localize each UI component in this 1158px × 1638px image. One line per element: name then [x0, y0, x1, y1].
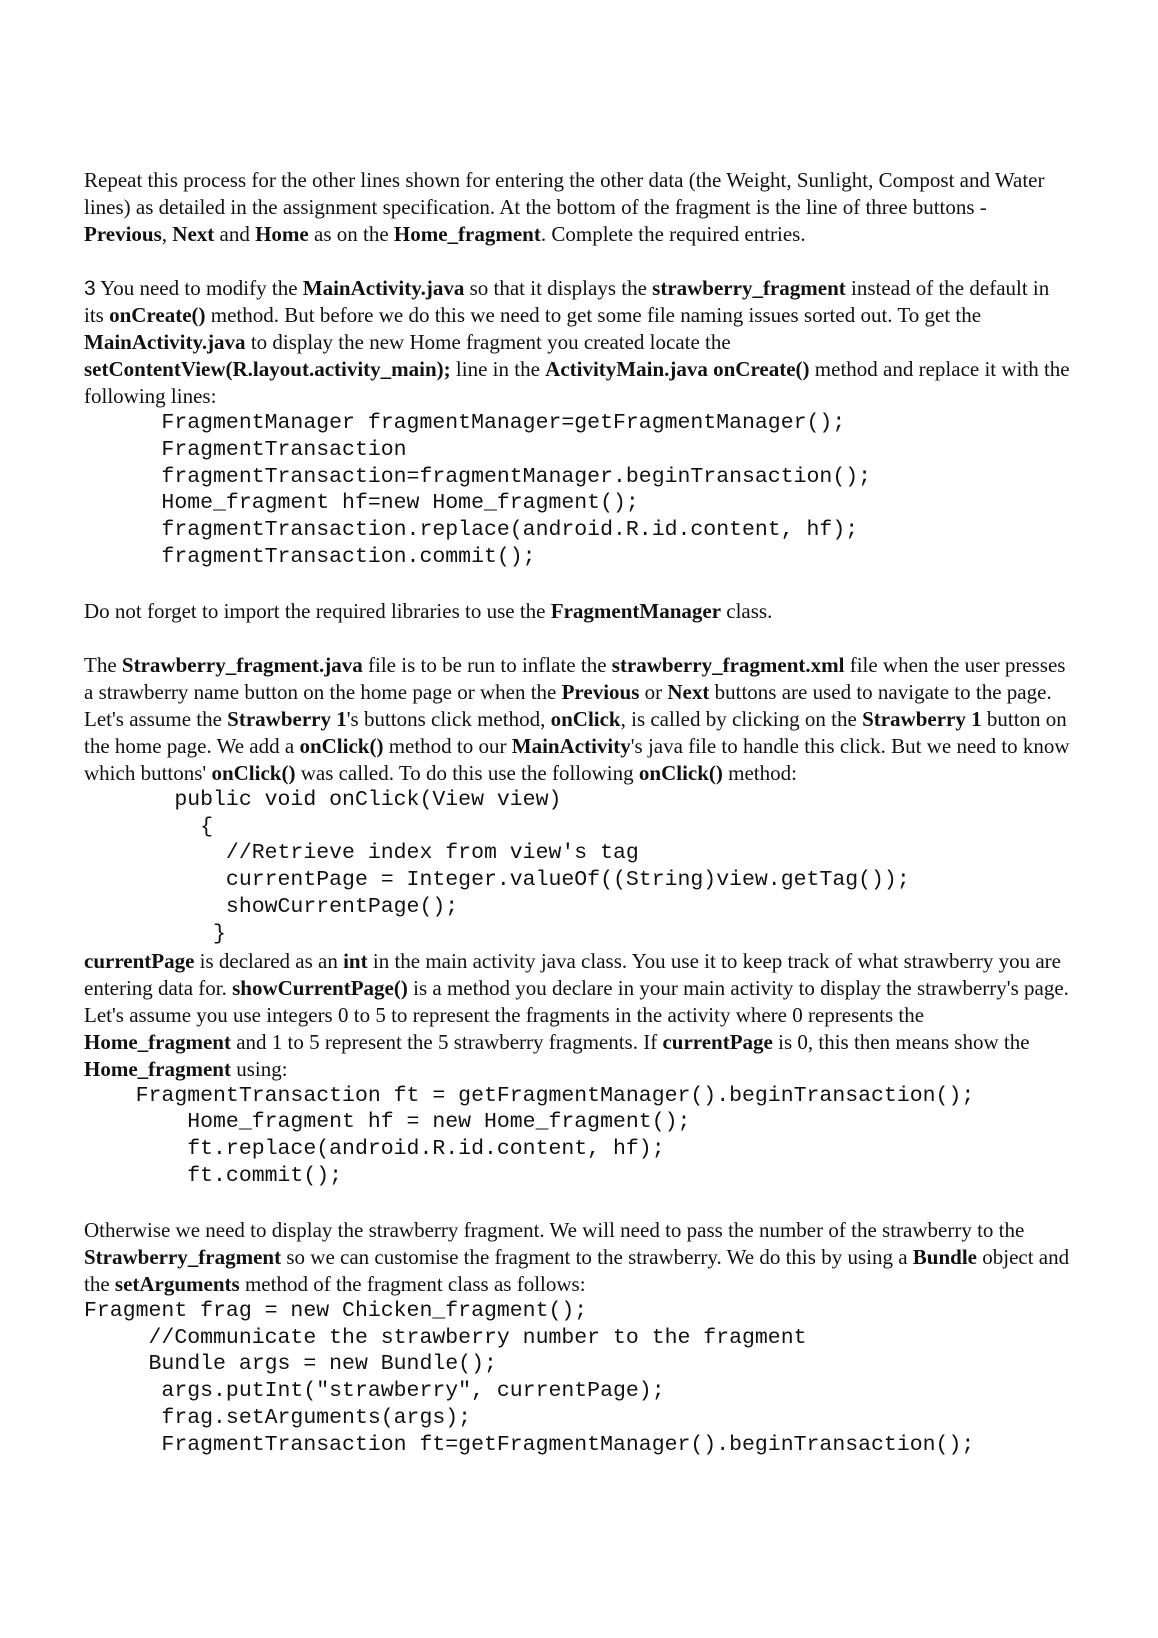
bold-term: Strawberry 1: [227, 706, 347, 731]
text-run: is declared as an: [194, 948, 344, 973]
bold-term: ActivityMain.java onCreate(): [545, 357, 810, 381]
document-page: [84, 167, 1074, 1459]
bold-term: MainActivity.java: [84, 330, 246, 354]
text-run: file when the user presses a strawberry name button on the home page or when the: [84, 652, 1066, 704]
bold-term: onClick(): [299, 733, 384, 758]
text-run: Repeat this process for the other lines shown for entering the other data (the Weight, Sunlight, Compost and Water lines) as detailed in the assignment specification. At the bottom of the fragment is the line of three buttons -: [84, 168, 1045, 219]
text-run: method of the fragment class as follows:: [239, 1271, 586, 1296]
bold-term: setContentView(R.layout.activity_main);: [84, 357, 451, 381]
bold-term: Home_fragment: [84, 1029, 231, 1054]
text-run: in the main activity java class. You use it to keep track of what strawberry you are entering data for.: [84, 948, 1061, 1000]
text-run: method. But before we do this we need to get some file naming issues sorted out. To get the: [205, 303, 982, 327]
bold-term: Strawberry_fragment: [84, 1244, 282, 1269]
text-run: object and the: [84, 1244, 1070, 1296]
bold-term: onClick(): [638, 760, 723, 785]
text-run: Otherwise we need to display the strawberry fragment. We will need to pass the number of the strawberry to the: [84, 1217, 1025, 1242]
text-run: . Complete the required entries.: [540, 222, 806, 246]
bold-term: strawberry_fragment: [652, 276, 846, 300]
bold-term: Bundle: [912, 1244, 977, 1269]
bold-term: strawberry_fragment.xml: [611, 652, 845, 677]
text-run: and: [214, 222, 256, 246]
text-run: using:: [230, 1056, 288, 1081]
bold-term: currentPage: [84, 948, 195, 973]
bold-term: currentPage: [662, 1029, 773, 1054]
text-run: was called. To do this use the following: [295, 760, 639, 785]
bold-term: Strawberry_fragment.java: [121, 652, 363, 677]
text-run: line in the: [450, 357, 546, 381]
text-run: file is to be run to inflate the: [362, 652, 612, 677]
paragraph-current-page: [84, 948, 1074, 1083]
paragraph-import-libraries: [84, 598, 1074, 625]
paragraph-repeat-process: [84, 167, 1074, 248]
paragraph-step-3: [84, 275, 1074, 410]
code-block-home-transaction: FragmentTransaction ft = getFragmentManager().beginTransaction(); Home_fragment hf = new Home_fragment(); ft.replace(android.R.id.content, hf); ft.commit();: [135, 1083, 975, 1188]
bold-term: showCurrentPage(): [232, 975, 408, 1000]
text-run: ,: [161, 222, 173, 246]
text-run: so we can customise the fragment to the strawberry. We do this by using a: [281, 1244, 913, 1269]
bold-term: Next: [172, 222, 215, 246]
paragraph-bundle-arguments: [84, 1217, 1074, 1298]
bold-term: setArguments: [114, 1271, 240, 1296]
bold-term: int: [343, 948, 368, 973]
text-run: class.: [721, 598, 773, 623]
code-block-bundle: Fragment frag = new Chicken_fragment(); //Communicate the strawberry number to the fragment Bundle args = new Bundle(); args.putInt("strawberry", currentPage); frag.setArguments(args); FragmentTransaction ft=getFragmentManager().beginTransaction();: [84, 1298, 975, 1457]
text-run: to display the new Home fragment you created locate the: [245, 330, 731, 354]
bold-term: Home_fragment: [393, 222, 541, 246]
text-run: Do not forget to import the required libraries to use the: [84, 598, 551, 623]
bold-term: MainActivity.java: [302, 276, 465, 300]
text-run: or: [639, 679, 668, 704]
bold-term: Home: [255, 222, 309, 246]
bold-term: onClick: [550, 706, 621, 731]
text-run: and 1 to 5 represent the 5 strawberry fragments. If: [230, 1029, 663, 1054]
bold-term: Next: [667, 679, 710, 704]
bold-term: FragmentManager: [550, 598, 722, 623]
bold-term: onCreate(): [109, 303, 206, 327]
text-run: You need to modify the: [95, 276, 303, 300]
code-block-fragment-manager: FragmentManager fragmentManager=getFragmentManager(); FragmentTransaction fragmentTransaction=fragmentManager.beginTransaction(); Home_fragment hf=new Home_fragment(); fragmentTransaction.replace(android.R.id.content, hf); fragmentTransaction.commit();: [161, 411, 872, 569]
text-run: 3: [84, 277, 96, 300]
text-run: 's buttons click method,: [346, 706, 551, 731]
text-run: button on the home page. We add a: [84, 706, 1067, 758]
bold-term: Strawberry 1: [862, 706, 982, 731]
bold-term: Home_fragment: [84, 1056, 231, 1081]
text-run: method and replace it with the following lines:: [84, 357, 1070, 408]
code-block-onclick: public void onClick(View view) { //Retrieve index from view's tag currentPage = Integer.valueOf((String)view.getTag()); showCurrentPage(); }: [174, 787, 910, 946]
text-run: 's java file to handle this click. But we need to know which buttons': [84, 733, 1070, 785]
text-run: is 0, this then means show the: [772, 1029, 1030, 1054]
text-run: method to our: [383, 733, 512, 758]
paragraph-strawberry-fragment: [84, 652, 1074, 787]
text-run: , is called by clicking on the: [620, 706, 863, 731]
text-run: buttons are used to navigate to the page. Let's assume the: [84, 679, 1052, 731]
text-run: is a method you declare in your main activity to display the strawberry's page. Let's assume you use integers 0 to 5 to represent the fragments in the activity where 0 represents the: [84, 975, 1069, 1027]
bold-term: onClick(): [211, 760, 296, 785]
bold-term: Previous: [561, 679, 640, 704]
text-run: so that it displays the: [464, 276, 653, 300]
text-run: The: [84, 652, 122, 677]
text-run: method:: [722, 760, 797, 785]
text-run: as on the: [308, 222, 394, 246]
bold-term: MainActivity: [511, 733, 631, 758]
bold-term: Previous: [84, 222, 162, 246]
text-run: instead of the default in its: [84, 276, 1050, 327]
